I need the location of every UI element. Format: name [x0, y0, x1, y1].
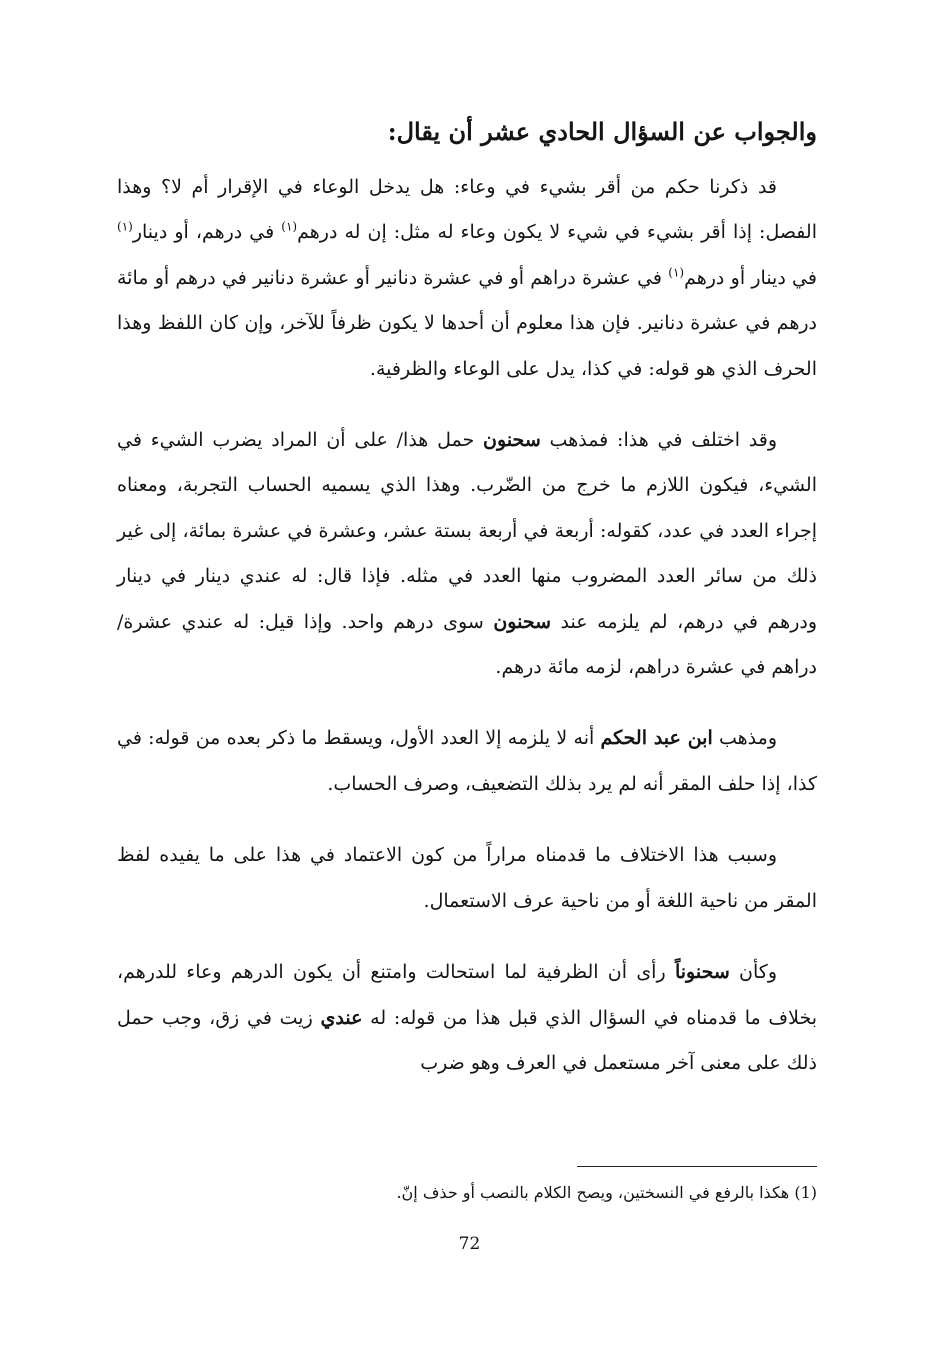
text-run: وسبب هذا الاختلاف ما قدمناه مراراً من كون الاعتماد في هذا على ما يفيده لفظ المقر من ناحية اللغة أو من ناحية عرف الاستعمال.	[117, 844, 817, 912]
text-run: زيت في زق، وجب حمل ذلك على معنى آخر مستعمل في العرف وهو ضرب	[117, 1006, 817, 1074]
paragraph	[117, 165, 817, 392]
footnote: (1) هكذا بالرفع في النسختين، ويصح الكلام بالنصب أو حذف إنّ.	[396, 1183, 817, 1202]
footnote-marker: (١)	[117, 220, 133, 235]
bold-name: سحنون	[493, 610, 551, 633]
bold-name: ابن عبد الحكم	[600, 727, 713, 750]
bold-name: عندي	[320, 1006, 363, 1029]
paragraph	[117, 716, 817, 807]
page-number: 72	[458, 1234, 481, 1254]
text-run: قد ذكرنا حكم من أقر بشيء في وعاء: هل يدخل الوعاء في الإقرار أم لا؟ وهذا الفصل: إذا أقر بشيء في شيء لا يكون وعاء له مثل: إن له درهم	[117, 176, 817, 244]
text-run: أنه لا يلزمه إلا العدد الأول، ويسقط ما ذكر بعده من قوله: في كذا، إذا حلف المقر أنه لم يرد بذلك التضعيف، وصرف الحساب.	[117, 727, 817, 795]
paragraph	[117, 418, 817, 690]
text-run: في عشرة دراهم أو في عشرة دنانير أو عشرة دنانير في درهم أو مائة درهم في عشرة دنانير. فإن هذا معلوم أن أحدها لا يكون ظرفاً للآخر، وإن كان اللفظ وهذا الحرف الذي هو قوله: في كذا، يدل على الوعاء والظرفية.	[117, 266, 817, 380]
text-run: وكأن	[729, 961, 777, 984]
footnote-separator	[577, 1166, 817, 1167]
footnote-marker: (١)	[668, 265, 685, 280]
bold-name: سحنون	[483, 429, 541, 452]
text-run: سوى درهم واحد. وإذا قيل: له عندي عشرة/ دراهم في عشرة دراهم، لزمه مائة درهم.	[117, 610, 817, 679]
paragraph	[117, 833, 817, 924]
text-run: رأى أن الظرفية لما استحالت وامتنع أن يكون الدرهم وعاء للدرهم، بخلاف ما قدمناه في السؤال الذي قبل هذا من قوله: له	[117, 961, 818, 1029]
text-run: في دينار أو درهم	[684, 266, 817, 289]
text-run: في درهم، أو دينار	[132, 221, 282, 244]
text-run: حمل هذا/ على أن المراد يضرب الشيء في الشيء، فيكون اللازم ما خرج من الضّرب. وهذا الذي يسميه الحساب التجربة، ومعناه إجراء العدد في عدد، كقوله: أربعة في أربعة بستة عشر، وعشرة في عشرة بمائة، إلى غير ذلك من سائر العدد المضروب منها العدد في مثله. فإذا قال: له عندي دينار في دينار ودرهم في درهم، لم يلزمه عند	[117, 429, 818, 633]
text-run: وقد اختلف في هذا: فمذهب	[540, 429, 778, 452]
bold-name: سحنوناً	[674, 961, 730, 984]
paragraph	[117, 950, 817, 1086]
footnote-marker: (١)	[281, 220, 298, 235]
section-heading: والجواب عن السؤال الحادي عشر أن يقال:	[387, 117, 817, 146]
body-text	[117, 165, 817, 1112]
text-run: ومذهب	[712, 727, 777, 750]
